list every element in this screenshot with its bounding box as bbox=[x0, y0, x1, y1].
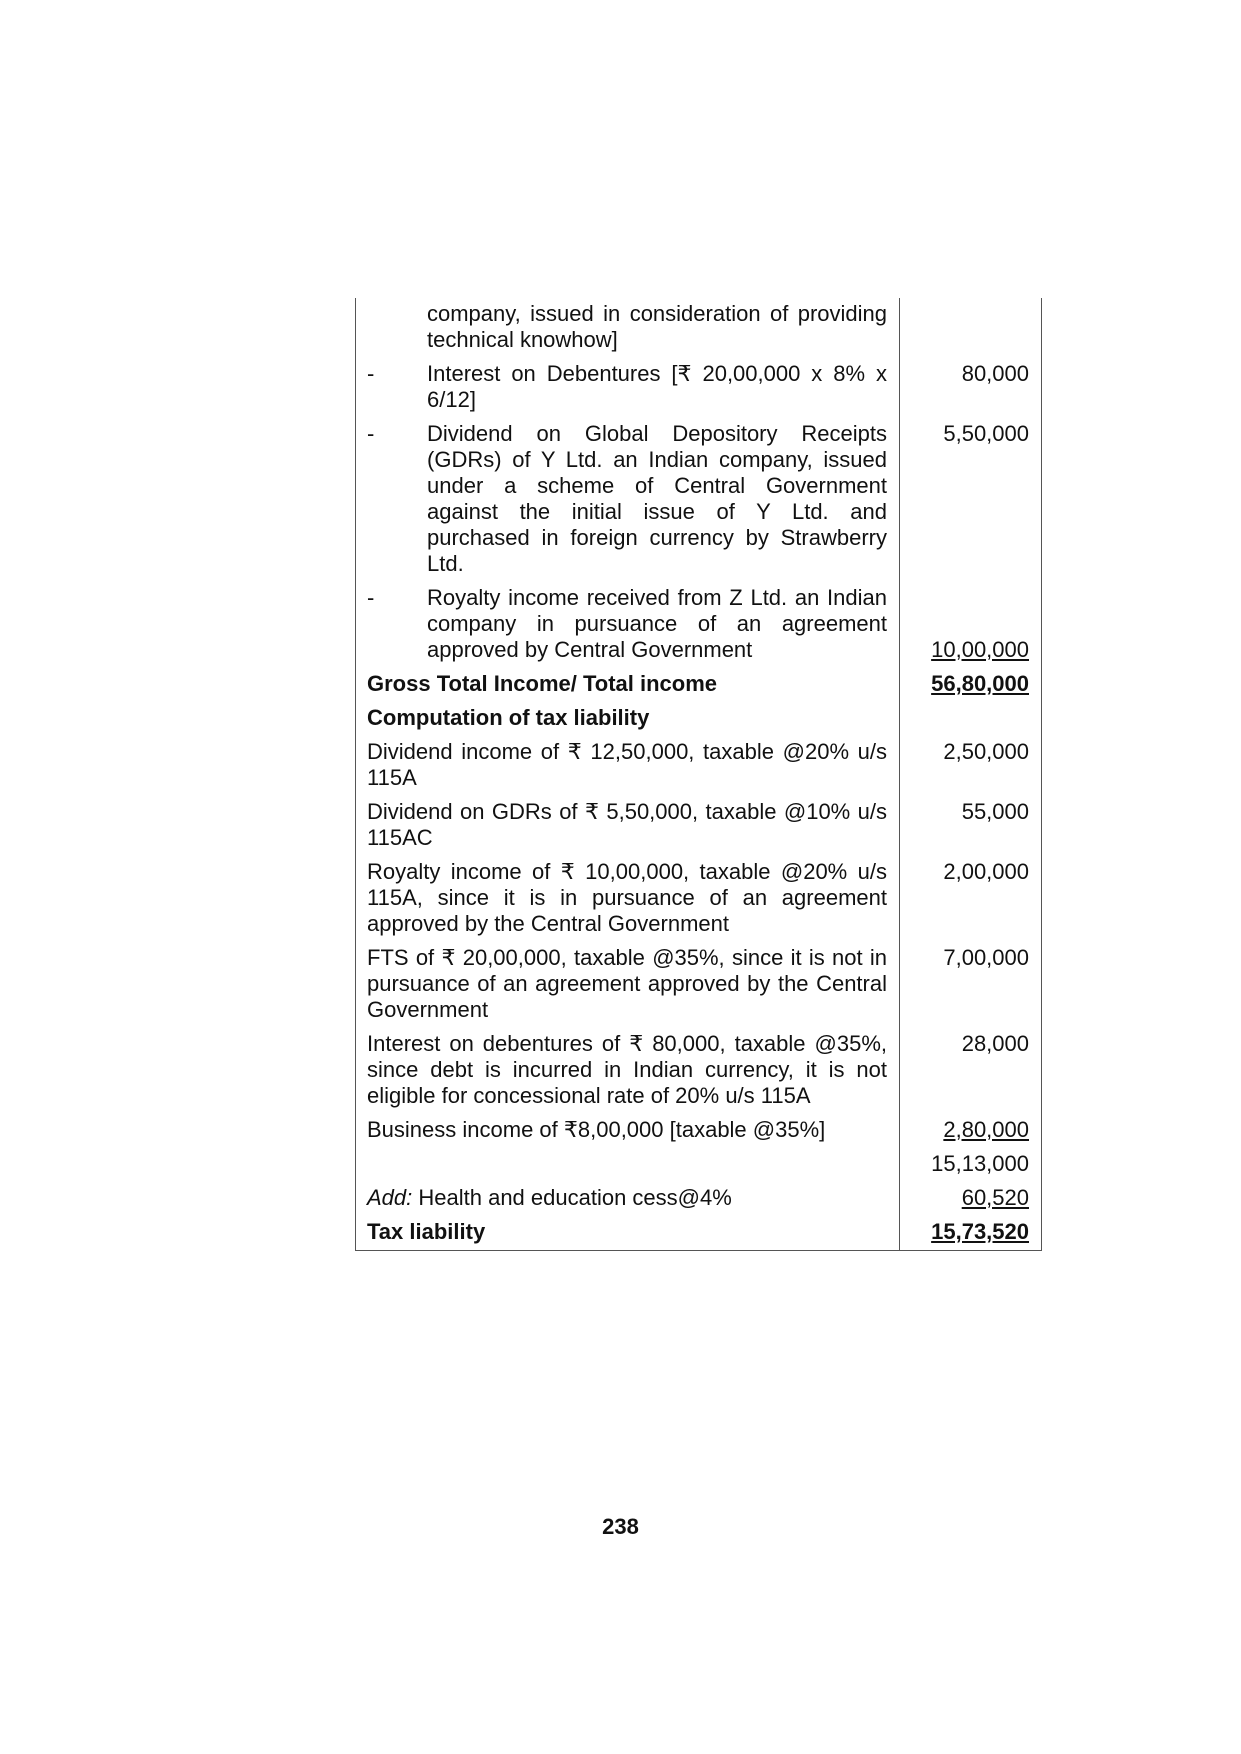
table-row bbox=[356, 702, 1042, 736]
tax-computation-table bbox=[355, 298, 1042, 1251]
row-description: Royalty income received from Z Ltd. an Indian company in pursuance of an agreement approved by Central Government bbox=[427, 585, 887, 662]
row-amount: 28,000 bbox=[900, 1028, 1042, 1114]
bullet-dash: - bbox=[367, 585, 375, 610]
table-row bbox=[356, 1114, 1042, 1148]
row-description bbox=[356, 1148, 900, 1182]
table-row bbox=[356, 358, 1042, 418]
table-row bbox=[356, 856, 1042, 942]
table-row bbox=[356, 1182, 1042, 1216]
add-prefix: Add: bbox=[367, 1185, 413, 1210]
gross-total-income-amount: 56,80,000 bbox=[931, 671, 1029, 696]
row-amount bbox=[900, 298, 1042, 358]
row-description: Business income of ₹8,00,000 [taxable @35%] bbox=[356, 1114, 900, 1148]
row-description: Interest on debentures of ₹ 80,000, taxable @35%, since debt is incurred in Indian currency, it is not eligible for concessional rate of 20% u/s 115A bbox=[356, 1028, 900, 1114]
row-amount: 7,00,000 bbox=[900, 942, 1042, 1028]
row-amount: 55,000 bbox=[900, 796, 1042, 856]
table-row bbox=[356, 298, 1042, 358]
row-description: FTS of ₹ 20,00,000, taxable @35%, since it is not in pursuance of an agreement approved by the Central Government bbox=[356, 942, 900, 1028]
table-row bbox=[356, 736, 1042, 796]
table-row bbox=[356, 796, 1042, 856]
row-description: Interest on Debentures [₹ 20,00,000 x 8% x 6/12] bbox=[427, 361, 887, 412]
section-heading: Computation of tax liability bbox=[356, 702, 900, 736]
gross-total-income-label: Gross Total Income/ Total income bbox=[356, 668, 900, 702]
table-row bbox=[356, 582, 1042, 668]
table-row bbox=[356, 668, 1042, 702]
row-amount: 80,000 bbox=[900, 358, 1042, 418]
table-row bbox=[356, 1216, 1042, 1251]
row-amount: 2,00,000 bbox=[900, 856, 1042, 942]
tax-liability-label: Tax liability bbox=[356, 1216, 900, 1251]
row-amount: 2,50,000 bbox=[900, 736, 1042, 796]
bullet-dash: - bbox=[367, 421, 375, 446]
row-amount: 10,00,000 bbox=[931, 637, 1029, 662]
table-row bbox=[356, 942, 1042, 1028]
row-amount: 2,80,000 bbox=[943, 1117, 1029, 1142]
row-amount bbox=[900, 702, 1042, 736]
row-amount: 5,50,000 bbox=[900, 418, 1042, 582]
row-description: Dividend on GDRs of ₹ 5,50,000, taxable @10% u/s 115AC bbox=[356, 796, 900, 856]
tax-liability-amount: 15,73,520 bbox=[931, 1219, 1029, 1244]
row-description: company, issued in consideration of providing technical knowhow] bbox=[427, 301, 887, 352]
row-description: Dividend income of ₹ 12,50,000, taxable @20% u/s 115A bbox=[356, 736, 900, 796]
page-number: 238 bbox=[602, 1514, 639, 1539]
bullet-dash: - bbox=[367, 361, 375, 386]
table-row bbox=[356, 1028, 1042, 1114]
cess-amount: 60,520 bbox=[961, 1185, 1029, 1210]
row-description: Dividend on Global Depository Receipts (GDRs) of Y Ltd. an Indian company, issued under a scheme of Central Government against the initial issue of Y Ltd. and purchased in foreign currency by Strawberry Ltd. bbox=[427, 421, 887, 576]
row-description: Royalty income of ₹ 10,00,000, taxable @20% u/s 115A, since it is in pursuance of an agreement approved by the Central Government bbox=[356, 856, 900, 942]
row-description: Health and education cess@4% bbox=[412, 1185, 732, 1210]
subtotal-amount: 15,13,000 bbox=[900, 1148, 1042, 1182]
table-row bbox=[356, 418, 1042, 582]
table-row bbox=[356, 1148, 1042, 1182]
